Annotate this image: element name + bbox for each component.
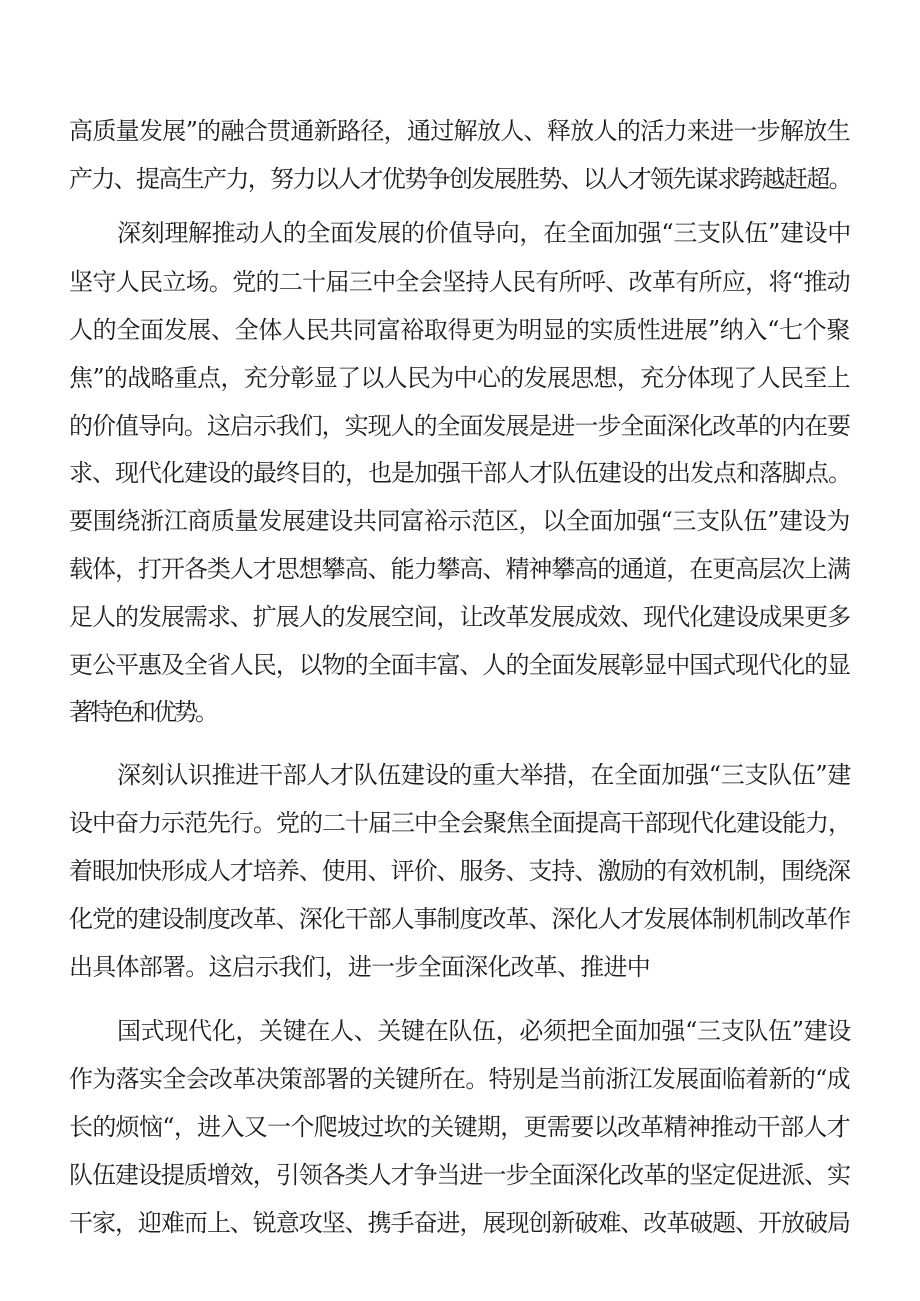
line-text: 足人的发展需求、扩展人的发展空间，让改革发展成效、现代化建设成果更多 — [69, 603, 851, 631]
text-line — [0, 755, 920, 795]
text-line — [0, 1011, 920, 1051]
text-line — [0, 159, 920, 199]
line-text: 长的烦恼“，进入又一个爬坡过坎的关键期，更需要以改革精神推动干部人才 — [69, 1113, 850, 1141]
text-line — [0, 947, 920, 987]
text-line — [0, 1107, 920, 1147]
text-line — [0, 358, 920, 398]
line-text: 著特色和优势。 — [69, 698, 216, 726]
line-text: 队伍建设提质增效，引领各类人才争当进一步全面深化改革的坚定促进派、实 — [69, 1161, 851, 1189]
text-line — [0, 406, 920, 446]
line-text: 要围绕浙江商质量发展建设共同富裕示范区，以全面加强“三支队伍”建设为 — [69, 507, 850, 535]
text-line — [0, 501, 920, 541]
line-text: 化党的建设制度改革、深化干部人事制度改革、深化人才发展体制机制改革作 — [69, 905, 851, 933]
line-text: 设中奋力示范先行。党的二十届三中全会聚焦全面提高干部现代化建设能力， — [69, 809, 851, 837]
text-line — [0, 1155, 920, 1195]
text-line — [0, 1059, 920, 1099]
line-text: 更公平惠及全省人民，以物的全面丰富、人的全面发展彰显中国式现代化的显 — [69, 651, 851, 679]
text-line — [0, 851, 920, 891]
text-line — [0, 213, 920, 253]
line-text: 的价值导向。这启示我们，实现人的全面发展是进一步全面深化改革的内在要 — [69, 412, 851, 440]
text-line — [0, 1203, 920, 1243]
text-line — [0, 310, 920, 350]
text-line — [0, 453, 920, 493]
text-line — [0, 549, 920, 589]
text-line — [0, 899, 920, 939]
text-line — [0, 645, 920, 685]
text-line — [0, 803, 920, 843]
line-text: 着眼加快形成人才培养、使用、评价、服务、支持、激励的有效机制，围绕深 — [69, 857, 851, 885]
line-text: 坚守人民立场。党的二十届三中全会坚持人民有所呼、改革有所应，将“推动 — [69, 268, 850, 296]
text-line — [0, 111, 920, 151]
text-line — [0, 597, 920, 637]
text-line — [0, 692, 920, 732]
line-text: 人的全面发展、全体人民共同富裕取得更为明显的实质性进展”纳入“七个聚 — [69, 316, 850, 344]
line-text: 国式现代化，关键在人、关键在队伍，必须把全面加强“三支队伍”建设 — [117, 1017, 851, 1045]
text-line — [0, 262, 920, 302]
line-text: 干家，迎难而上、锐意攻坚、携手奋进，展现创新破难、改革破题、开放破局 — [69, 1209, 851, 1237]
line-text: 焦”的战略重点，充分彰显了以人民为中心的发展思想，充分体现了人民至上 — [69, 364, 850, 392]
line-text: 产力、提高生产力，努力以人才优势争创发展胜势、以人才领先谋求跨越赶超。 — [69, 165, 852, 193]
line-text: 深刻理解推动人的全面发展的价值导向，在全面加强“三支队伍”建设中 — [117, 219, 851, 247]
line-text: 作为落实全会改革决策部署的关键所在。特别是当前浙江发展面临着新的“成 — [69, 1065, 850, 1093]
line-text: 深刻认识推进干部人才队伍建设的重大举措，在全面加强“三支队伍”建 — [117, 761, 851, 789]
line-text: 高质量发展”的融合贯通新路径，通过解放人、释放人的活力来进一步解放生 — [69, 117, 850, 145]
line-text: 载体，打开各类人才思想攀高、能力攀高、精神攀高的通道，在更高层次上满 — [69, 555, 851, 583]
line-text: 出具体部署。这启示我们，进一步全面深化改革、推进中 — [69, 953, 650, 981]
line-text: 求、现代化建设的最终目的，也是加强干部人才队伍建设的出发点和落脚点。 — [69, 459, 851, 487]
